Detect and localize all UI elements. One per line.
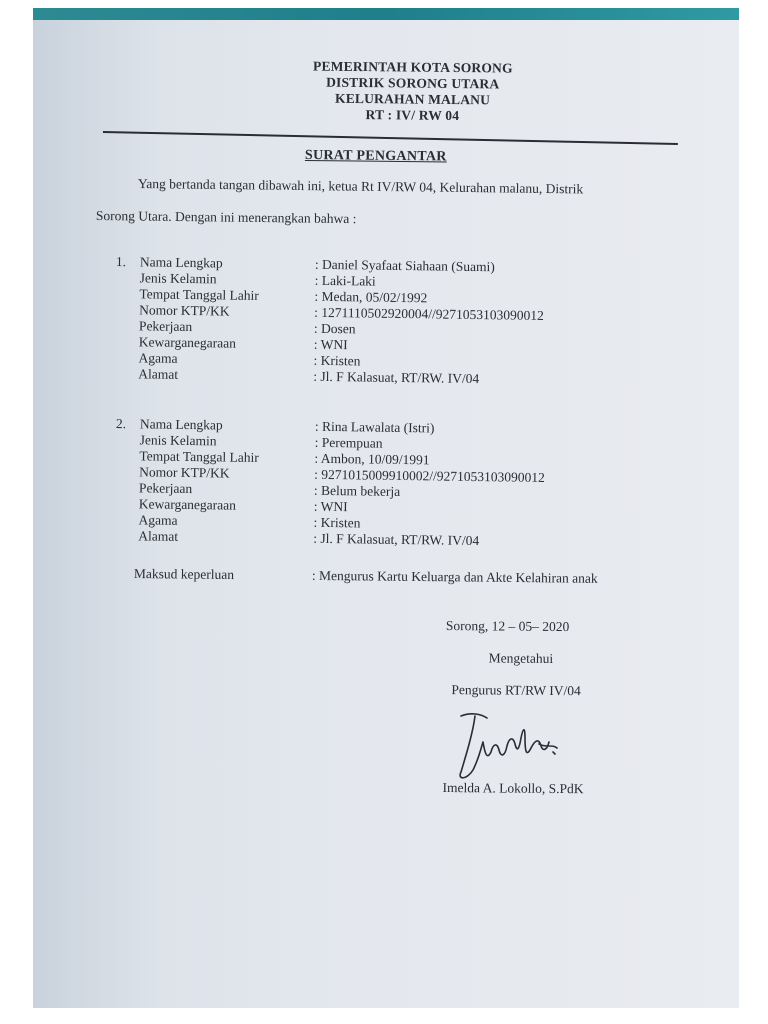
field-label: Tempat Tanggal Lahir (139, 448, 259, 465)
field-value: : Ambon, 10/09/1991 (314, 450, 430, 468)
field-value: : Jl. F Kalasuat, RT/RW. IV/04 (313, 368, 480, 387)
letter-title: SURAT PENGANTAR (304, 148, 447, 165)
field-value: : Medan, 05/02/1992 (314, 288, 428, 306)
person-number: 2. (115, 416, 127, 432)
field-label: Nomor KTP/KK (139, 302, 230, 319)
field-label: Nama Lengkap (139, 416, 223, 433)
field-value: : 9271015009910002//9271053103090012 (314, 466, 545, 485)
handwritten-signature (453, 708, 563, 788)
field-label: Nomor KTP/KK (139, 464, 230, 481)
field-value: : Rina Lawalata (Istri) (314, 418, 435, 436)
person-number: 1. (115, 254, 127, 270)
field-value: : 1271110502920004//9271053103090012 (314, 304, 544, 323)
signer-position: Pengurus RT/RW IV/04 (451, 682, 581, 699)
field-value: : WNI (313, 336, 348, 353)
field-value: : Daniel Syafaat Siahaan (Suami) (314, 256, 495, 275)
field-label: Jenis Kelamin (139, 270, 217, 287)
field-label: Jenis Kelamin (139, 432, 217, 449)
field-label: Pekerjaan (138, 480, 193, 497)
signer-name: Imelda A. Lokollo, S.PdK (442, 780, 584, 797)
purpose-label: Maksud keperluan (133, 566, 235, 583)
field-value: : WNI (313, 498, 348, 515)
letterhead-line-1: PEMERINTAH KOTA SORONG (312, 58, 513, 76)
field-value: : Jl. F Kalasuat, RT/RW. IV/04 (313, 530, 480, 549)
letterhead-divider (103, 131, 678, 145)
place-date: Sorong, 12 – 05– 2020 (445, 618, 570, 635)
person-block-1 (115, 254, 676, 387)
field-label: Agama (138, 512, 178, 528)
field-label: Kewarganegaraan (138, 496, 237, 513)
letterhead-line-2: DISTRIK SORONG UTARA (326, 74, 500, 92)
field-value: : Kristen (313, 352, 361, 369)
letter-paper (33, 8, 739, 1008)
person-block-2 (115, 416, 676, 549)
purpose-row (134, 566, 654, 587)
field-value: : Perempuan (314, 434, 383, 451)
field-label: Alamat (138, 528, 179, 544)
letterhead-line-4: RT : IV/ RW 04 (365, 107, 460, 124)
field-label: Alamat (138, 366, 179, 382)
intro-line-2: Sorong Utara. Dengan ini menerangkan bahwa : (95, 208, 357, 227)
letterhead (262, 58, 563, 125)
field-value: : Belum bekerja (313, 482, 401, 499)
signature-block (441, 618, 641, 797)
intro-line-1: Yang bertanda tangan dibawah ini, ketua Rt IV/RW 04, Kelurahan malanu, Distrik (137, 176, 584, 197)
field-label: Agama (138, 350, 178, 366)
field-value: : Kristen (313, 514, 361, 531)
field-value: : Dosen (313, 320, 356, 337)
acknowledge-text: Mengetahui (488, 650, 554, 666)
field-label: Kewarganegaraan (138, 334, 237, 351)
field-value: : Laki-Laki (314, 272, 376, 289)
letterhead-line-3: KELURAHAN MALANU (334, 90, 491, 108)
field-label: Nama Lengkap (139, 254, 223, 271)
document-photo (33, 8, 739, 1008)
field-label: Tempat Tanggal Lahir (139, 286, 259, 303)
purpose-value: : Mengurus Kartu Keluarga dan Akte Kelahiran anak (311, 567, 598, 586)
field-label: Pekerjaan (138, 318, 193, 335)
